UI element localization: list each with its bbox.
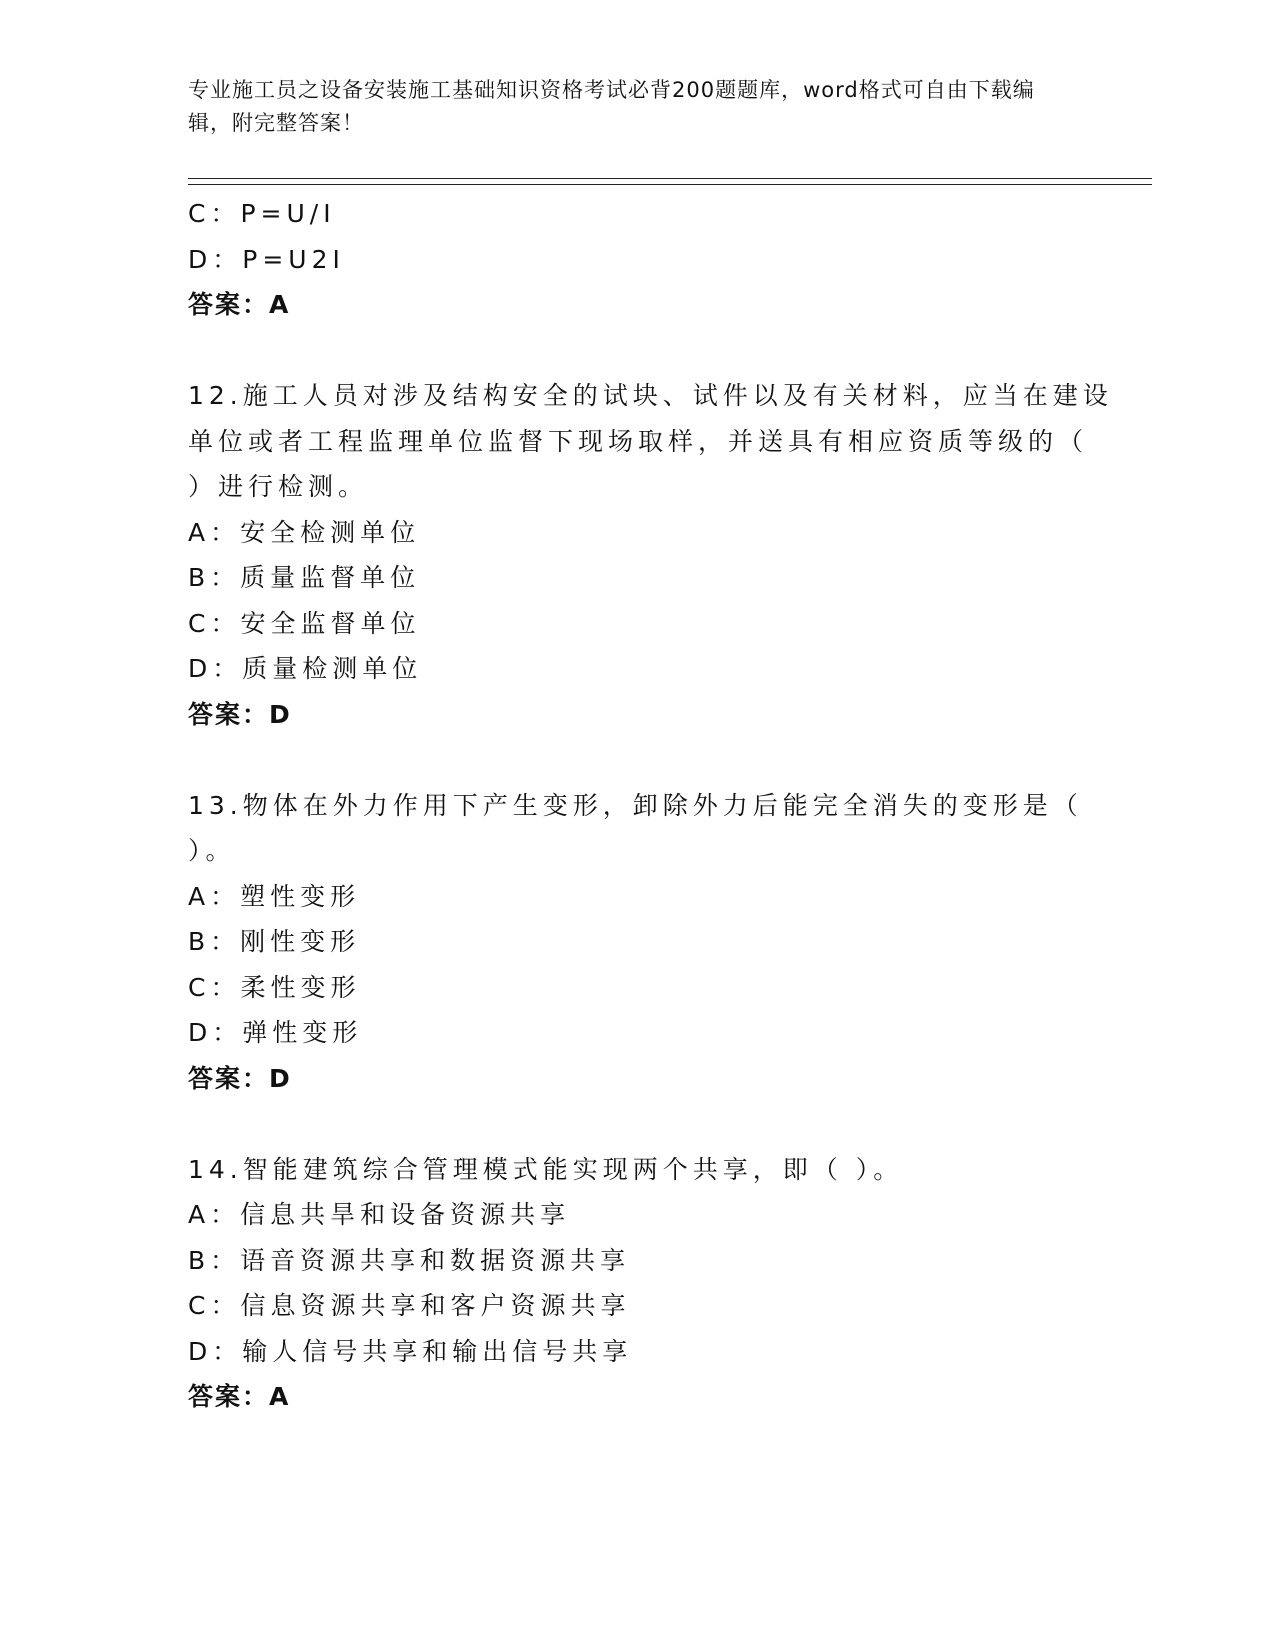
spacer [188, 1101, 1088, 1147]
q12-answer: 答案：D [188, 699, 292, 729]
q14-option-c: C：信息资源共享和客户资源共享 [188, 1291, 631, 1320]
q12-option-d: D：质量检测单位 [188, 654, 423, 683]
q13-stem-line-2: ）。 [188, 836, 236, 865]
q12-option-c: C：安全监督单位 [188, 608, 421, 638]
prev-option-d: D：P=U2I [188, 244, 345, 274]
q12-option-b: B：质量监督单位 [188, 563, 421, 592]
document-header: 专业施工员之设备安装施工基础知识资格考试必背200题题库，word格式可自由下载编辑，附完整答案！ [188, 78, 1035, 135]
header-rule-bottom [188, 184, 1152, 185]
q14-option-a: A：信息共旱和设备资源共享 [188, 1200, 571, 1229]
spacer [188, 737, 1088, 783]
prev-option-c: C：P=U/I [188, 199, 336, 228]
q13-option-d: D：弹性变形 [188, 1018, 363, 1047]
q13-stem-line-1: 13.物体在外力作用下产生变形，卸除外力后能完全消失的变形是（ [188, 790, 1083, 820]
q13-option-c: C：柔性变形 [188, 972, 361, 1002]
q13-option-b: B：刚性变形 [188, 927, 361, 956]
q14-option-b: B：语音资源共享和数据资源共享 [188, 1245, 631, 1275]
q12-stem-line-1: 12.施工人员对涉及结构安全的试块、试件以及有关材料，应当在建设 [188, 381, 1113, 410]
q13-option-a: A：塑性变形 [188, 881, 361, 911]
header-rule-top [188, 178, 1152, 179]
q14-answer: 答案：A [188, 1382, 291, 1411]
q12-option-a: A：安全检测单位 [188, 517, 421, 547]
prev-answer: 答案：A [188, 290, 291, 319]
q12-stem-line-3: ）进行检测。 [188, 472, 369, 501]
q13-answer: 答案：D [188, 1063, 292, 1093]
document-body [188, 191, 1113, 1420]
q14-option-d: D：输人信号共享和输出信号共享 [188, 1336, 633, 1366]
q12-stem-line-2: 单位或者工程监理单位监督下现场取样，并送具有相应资质等级的（ [188, 426, 1089, 456]
spacer [188, 328, 1088, 374]
q14-stem-line-1: 14.智能建筑综合管理模式能实现两个共享，即（ ）。 [188, 1154, 904, 1184]
